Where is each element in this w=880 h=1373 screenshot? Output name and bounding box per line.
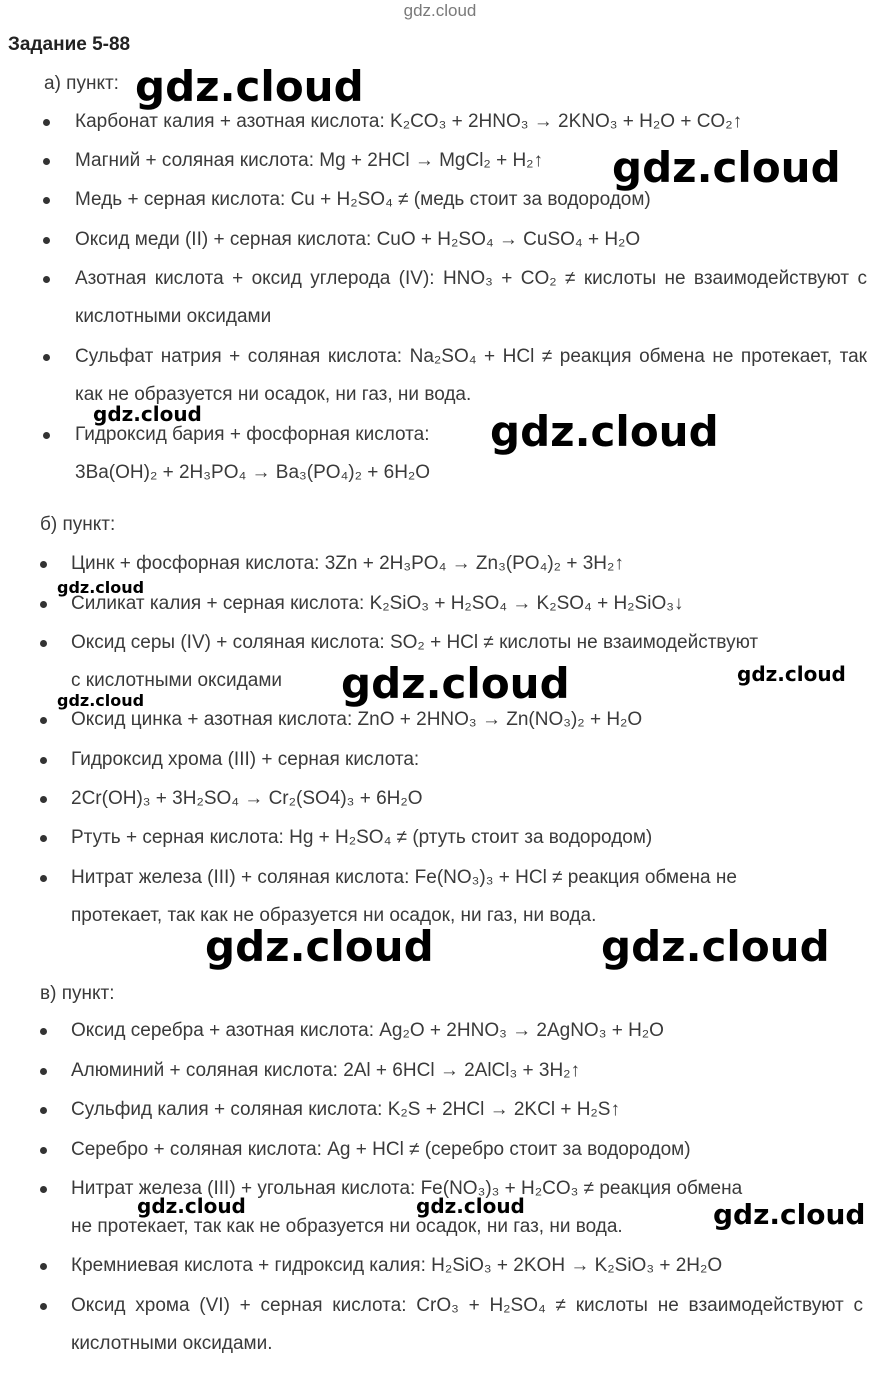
- list-item: Серебро + соляная кислота: Ag + HCl ≠ (серебро стоит за водородом): [71, 1131, 863, 1169]
- watermark: gdz.cloud: [490, 407, 719, 456]
- list-item: Ртуть + серная кислота: Hg + H₂SO₄ ≠ (ртуть стоит за водородом): [71, 819, 863, 857]
- watermark: gdz.cloud: [612, 143, 841, 192]
- list-item: Цинк + фосфорная кислота: 3Zn + 2H₃PO₄ → Zn₃(PO₄)₂ + 3H₂↑: [71, 545, 863, 583]
- list-item-line: с кислотными оксидами: [71, 670, 282, 691]
- list-item: Оксид цинка + азотная кислота: ZnO + 2HNO₃ → Zn(NO₃)₂ + H₂O: [71, 701, 863, 739]
- watermark: gdz.cloud: [713, 1198, 866, 1231]
- list-item: Оксид меди (II) + серная кислота: CuO + H₂SO₄ → CuSO₄ + H₂O: [75, 221, 867, 259]
- watermark: gdz.cloud: [137, 1194, 246, 1218]
- section-a-label: а) пункт:: [44, 73, 119, 94]
- list-item: Магний + соляная кислота: Mg + 2HCl → MgCl₂ + H₂↑: [75, 142, 867, 180]
- list-item: Алюминий + соляная кислота: 2Al + 6HCl → 2AlCl₃ + 3H₂↑: [71, 1052, 863, 1090]
- task-title: Задание 5-88: [8, 34, 131, 55]
- list-item: Оксид хрома (VI) + серная кислота: CrO₃ + H₂SO₄ ≠ кислоты не взаимодействуют с кислотными оксидами.: [71, 1287, 863, 1363]
- section-b-label: б) пункт:: [40, 514, 116, 535]
- watermark: gdz.cloud: [601, 922, 830, 971]
- list-item-line: не протекает, так как не образуется ни осадок, ни газ, ни вода.: [71, 1216, 623, 1237]
- list-item-line: Оксид серы (IV) + соляная кислота: SO₂ + HCl ≠ кислоты не взаимодействуют: [71, 632, 759, 653]
- list-item: Гидроксид хрома (III) + серная кислота:: [71, 741, 863, 779]
- list-item-line: протекает, так как не образуется ни осадок, ни газ, ни вода.: [71, 905, 597, 926]
- section-c-label: в) пункт:: [40, 983, 115, 1004]
- list-item: 2Cr(OH)₃ + 3H₂SO₄ → Cr₂(SO4)₃ + 6H₂O: [71, 780, 863, 818]
- list-item: Сульфид калия + соляная кислота: K₂S + 2HCl → 2KCl + H₂S↑: [71, 1091, 863, 1129]
- list-item: Оксид серебра + азотная кислота: Ag₂O + 2HNO₃ → 2AgNO₃ + H₂O: [71, 1012, 863, 1050]
- watermark: gdz.cloud: [416, 1194, 525, 1218]
- watermark: gdz.cloud: [93, 402, 202, 426]
- list-item: Карбонат калия + азотная кислота: K₂CO₃ + 2HNO₃ → 2KNO₃ + H₂O + CO₂↑: [75, 103, 867, 141]
- list-item-line: Нитрат железа (III) + угольная кислота: Fe(NO₃)₃ + H₂CO₃ ≠ реакция обмена: [71, 1178, 743, 1199]
- list-item-line: Гидроксид бария + фосфорная кислота:: [75, 424, 430, 445]
- site-mark-header[interactable]: gdz.cloud: [403, 1, 477, 20]
- list-item: Медь + серная кислота: Cu + H₂SO₄ ≠ (медь стоит за водородом): [75, 181, 867, 219]
- list-item: [75, 416, 867, 492]
- list-item: Сульфат натрия + соляная кислота: Na₂SO₄ + HCl ≠ реакция обмена не протекает, так как не образуется ни осадок, ни газ, ни вода.: [75, 338, 867, 414]
- list-item-line: Нитрат железа (III) + соляная кислота: Fe(NO₃)₃ + HCl ≠ реакция обмена не: [71, 867, 737, 888]
- watermark: gdz.cloud: [205, 922, 434, 971]
- list-item: Азотная кислота + оксид углерода (IV): HNO₃ + CO₂ ≠ кислоты не взаимодействуют с кислотными оксидами: [75, 260, 867, 336]
- list-item-line: 3Ba(OH)₂ + 2H₃PO₄ → Ba₃(PO₄)₂ + 6H₂O: [75, 462, 431, 483]
- watermark: gdz.cloud: [341, 659, 570, 708]
- watermark: gdz.cloud: [57, 578, 145, 597]
- watermark: gdz.cloud: [737, 662, 846, 686]
- watermark: gdz.cloud: [135, 62, 364, 111]
- list-item: Кремниевая кислота + гидроксид калия: H₂SiO₃ + 2KOH → K₂SiO₃ + 2H₂O: [71, 1247, 863, 1285]
- watermark: gdz.cloud: [57, 691, 145, 710]
- list-item: Силикат калия + серная кислота: K₂SiO₃ + H₂SO₄ → K₂SO₄ + H₂SiO₃↓: [71, 585, 863, 623]
